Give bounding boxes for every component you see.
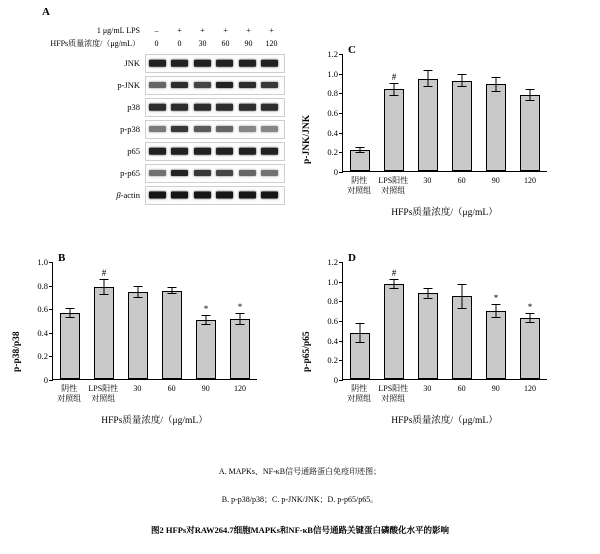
blot-lane-strip bbox=[145, 164, 285, 183]
bar-cell bbox=[377, 262, 411, 379]
blot-row bbox=[36, 52, 286, 74]
blot-header-value: 0 bbox=[177, 39, 182, 48]
bar bbox=[418, 293, 438, 379]
blot-band bbox=[239, 192, 256, 199]
bar-series bbox=[343, 54, 547, 171]
bar bbox=[520, 318, 540, 379]
bar-cell bbox=[189, 262, 223, 379]
bar bbox=[60, 313, 80, 379]
blot-band bbox=[149, 126, 166, 132]
bar-cell bbox=[155, 262, 189, 379]
blot-row bbox=[36, 162, 286, 184]
panel-letter: D bbox=[348, 252, 356, 264]
blot-lane-strip bbox=[145, 54, 285, 73]
error-bar bbox=[394, 279, 395, 289]
blot-band bbox=[261, 170, 278, 176]
y-tick-labels bbox=[312, 49, 338, 177]
blot-band bbox=[261, 126, 278, 132]
blot-band bbox=[239, 126, 256, 132]
y-tick-label: 1.0 bbox=[327, 68, 338, 79]
error-bar bbox=[428, 70, 429, 88]
error-bar bbox=[496, 77, 497, 93]
y-axis-tick bbox=[339, 172, 343, 173]
error-bar bbox=[206, 315, 207, 324]
blot-row bbox=[36, 74, 286, 96]
blot-header-values bbox=[145, 26, 283, 35]
error-bar bbox=[428, 288, 429, 300]
x-tick-label: 60 bbox=[457, 176, 466, 185]
blot-lane-strip bbox=[145, 76, 285, 95]
significance-marker: # bbox=[391, 267, 397, 278]
bar-series bbox=[343, 262, 547, 379]
blot-band bbox=[261, 60, 278, 67]
blot-band bbox=[194, 82, 211, 88]
y-tick-label: 0.4 bbox=[37, 327, 48, 338]
y-axis-title: p-p38/p38 bbox=[12, 331, 22, 372]
blot-band bbox=[149, 82, 166, 88]
blot-band bbox=[216, 148, 233, 155]
blot-row-label: p65 bbox=[127, 146, 140, 156]
x-tick-label: 90 bbox=[491, 384, 500, 393]
bar bbox=[452, 81, 472, 171]
blot-band bbox=[149, 192, 166, 199]
blot-band bbox=[239, 148, 256, 155]
y-tick-label: 0.4 bbox=[327, 335, 338, 346]
bar-cell bbox=[445, 262, 479, 379]
x-axis-title: HFPs质量浓度/（μg/mL） bbox=[101, 416, 208, 426]
x-tick-label: LPS阳性 对照组 bbox=[378, 384, 409, 403]
plot-area bbox=[342, 54, 547, 172]
blot-band bbox=[171, 192, 188, 199]
y-tick-label: 0.8 bbox=[37, 280, 48, 291]
y-tick-label: 0.2 bbox=[37, 351, 48, 362]
blot-band bbox=[216, 104, 233, 111]
y-tick-label: 1.0 bbox=[327, 276, 338, 287]
blot-rows bbox=[36, 52, 286, 206]
x-tick-label: 阴性 对照组 bbox=[57, 384, 82, 403]
blot-band bbox=[149, 104, 166, 111]
blot-band bbox=[216, 126, 233, 132]
significance-marker: # bbox=[101, 267, 107, 278]
x-tick-label: 30 bbox=[423, 384, 432, 393]
x-tick-label: 30 bbox=[423, 176, 432, 185]
blot-row-label: p-JNK bbox=[117, 80, 140, 90]
bar bbox=[162, 291, 182, 380]
blot-band bbox=[216, 60, 233, 67]
blot-header-value: + bbox=[223, 26, 228, 35]
blot-header-row bbox=[36, 24, 286, 37]
bar bbox=[486, 311, 506, 379]
significance-marker: * bbox=[237, 301, 243, 312]
bar bbox=[384, 89, 404, 171]
bar bbox=[94, 287, 114, 379]
blot-header-value: + bbox=[269, 26, 274, 35]
y-tick-label: 0 bbox=[333, 375, 338, 385]
blot-band bbox=[194, 60, 211, 67]
plot-area bbox=[52, 262, 257, 380]
x-tick-label: 阴性 对照组 bbox=[347, 176, 372, 195]
bar-cell bbox=[53, 262, 87, 379]
x-tick-label: 90 bbox=[201, 384, 210, 393]
blot-band bbox=[194, 126, 211, 132]
x-tick-label: 120 bbox=[523, 176, 536, 185]
blot-band bbox=[194, 148, 211, 155]
x-tick-labels bbox=[342, 176, 547, 196]
bar-cell bbox=[445, 54, 479, 171]
error-bar bbox=[138, 286, 139, 298]
x-tick-label: 60 bbox=[457, 384, 466, 393]
y-tick-label: 0.6 bbox=[37, 304, 48, 315]
blot-band bbox=[216, 170, 233, 176]
blot-band bbox=[239, 60, 256, 67]
plot-area bbox=[342, 262, 547, 380]
bar-cell bbox=[411, 262, 445, 379]
caption-line-1: A. MAPKs、NF-κB信号通路蛋白免疫印迹图； bbox=[218, 467, 382, 476]
chart-d bbox=[300, 252, 590, 452]
panel-a-letter: A bbox=[42, 6, 50, 18]
y-tick-label: 0 bbox=[43, 375, 48, 385]
y-tick-label: 0.6 bbox=[327, 316, 338, 326]
blot-header-value: 120 bbox=[265, 39, 278, 48]
blot-band bbox=[171, 82, 188, 88]
blot-lane-strip bbox=[145, 186, 285, 205]
blot-band bbox=[171, 60, 188, 67]
significance-marker: * bbox=[203, 304, 209, 315]
error-bar bbox=[496, 304, 497, 318]
bar-cell bbox=[121, 262, 155, 379]
bar bbox=[350, 150, 370, 171]
bar-series bbox=[53, 262, 257, 379]
blot-header bbox=[36, 24, 286, 50]
bar bbox=[196, 320, 216, 379]
blot-band bbox=[261, 148, 278, 155]
chart-b bbox=[10, 252, 300, 452]
x-tick-label: 阴性 对照组 bbox=[347, 384, 372, 403]
y-tick-label: 0.4 bbox=[327, 127, 338, 138]
blot-header-value: – bbox=[154, 26, 159, 35]
x-tick-label: 120 bbox=[233, 384, 246, 393]
blot-row-label: p-p65 bbox=[120, 168, 140, 178]
y-tick-label: 1.2 bbox=[327, 257, 338, 267]
blot-band bbox=[261, 192, 278, 199]
error-bar bbox=[462, 284, 463, 310]
bar bbox=[384, 284, 404, 379]
panel-letter: B bbox=[58, 252, 66, 264]
figure-caption: 图2 HFPs对RAW264.7细胞MAPKs和NF-κB信号通路关键蛋白磷酸化水平的影响 bbox=[151, 525, 449, 535]
y-axis-title: p-p65/p65 bbox=[302, 331, 312, 372]
error-bar bbox=[360, 147, 361, 153]
bar-cell bbox=[377, 54, 411, 171]
blot-lane-strip bbox=[145, 98, 285, 117]
blot-header-value: + bbox=[177, 26, 182, 35]
caption-line-2: B. p-p38/p38；C. p-JNK/JNK；D. p-p65/p65。 bbox=[221, 495, 379, 504]
x-tick-label: 120 bbox=[523, 384, 536, 393]
y-tick-label: 0.8 bbox=[327, 296, 338, 307]
blot-band bbox=[216, 192, 233, 199]
chart-c bbox=[300, 44, 590, 244]
blot-band bbox=[171, 170, 188, 176]
bar bbox=[520, 95, 540, 171]
error-bar bbox=[172, 287, 173, 294]
error-bar bbox=[462, 74, 463, 88]
bar bbox=[486, 84, 506, 171]
y-tick-label: 0.2 bbox=[327, 355, 338, 366]
blot-band bbox=[171, 148, 188, 155]
significance-marker: * bbox=[493, 293, 499, 304]
error-bar bbox=[104, 279, 105, 296]
y-tick-label: 0.6 bbox=[327, 108, 338, 118]
blot-band bbox=[149, 170, 166, 176]
significance-marker: * bbox=[527, 302, 533, 313]
x-tick-label: LPS阳性 对照组 bbox=[88, 384, 119, 403]
blot-row bbox=[36, 140, 286, 162]
blot-lane-strip bbox=[145, 142, 285, 161]
blot-header-label: 1 μg/mL LPS bbox=[96, 26, 140, 35]
y-axis-tick bbox=[49, 380, 53, 381]
blot-band bbox=[171, 126, 188, 132]
x-axis-title: HFPs质量浓度/（μg/mL） bbox=[391, 208, 498, 218]
bar-cell bbox=[513, 262, 547, 379]
error-bar bbox=[70, 308, 71, 317]
blot-band bbox=[239, 104, 256, 111]
blot-band bbox=[194, 170, 211, 176]
x-tick-label: 90 bbox=[491, 176, 500, 185]
bar-cell bbox=[479, 54, 513, 171]
blot-row bbox=[36, 184, 286, 206]
significance-marker: # bbox=[391, 71, 397, 82]
blot-header-values bbox=[145, 39, 283, 48]
blot-header-row bbox=[36, 37, 286, 50]
blot-header-value: + bbox=[200, 26, 205, 35]
blot-header-value: 60 bbox=[221, 39, 230, 48]
bar-cell bbox=[479, 262, 513, 379]
bar bbox=[418, 79, 438, 171]
y-tick-label: 0.2 bbox=[327, 147, 338, 158]
x-tick-label: 30 bbox=[133, 384, 142, 393]
x-tick-labels bbox=[52, 384, 257, 404]
x-tick-labels bbox=[342, 384, 547, 404]
blot-row-label: β-actin bbox=[116, 190, 140, 200]
y-axis-tick bbox=[339, 380, 343, 381]
blot-row-label: p-p38 bbox=[120, 124, 140, 134]
blot-band bbox=[171, 104, 188, 111]
bar-cell bbox=[343, 54, 377, 171]
blot-band bbox=[216, 82, 233, 88]
blot-lane-strip bbox=[145, 120, 285, 139]
error-bar bbox=[394, 83, 395, 97]
bar-cell bbox=[223, 262, 257, 379]
error-bar bbox=[240, 313, 241, 325]
x-tick-label: LPS阳性 对照组 bbox=[378, 176, 409, 195]
blot-row bbox=[36, 118, 286, 140]
error-bar bbox=[530, 313, 531, 323]
bar-cell bbox=[87, 262, 121, 379]
bar bbox=[128, 292, 148, 379]
bar-cell bbox=[343, 262, 377, 379]
blot-row-label: p38 bbox=[127, 102, 140, 112]
bar-cell bbox=[411, 54, 445, 171]
blot-header-value: 0 bbox=[154, 39, 159, 48]
blot-header-label: HFPs质量浓度/（μg/mL） bbox=[50, 39, 140, 48]
blot-band bbox=[194, 104, 211, 111]
y-tick-labels bbox=[312, 257, 338, 385]
blot-band bbox=[149, 148, 166, 155]
x-tick-label: 60 bbox=[167, 384, 176, 393]
blot-band bbox=[194, 192, 211, 199]
y-tick-labels bbox=[22, 257, 48, 385]
y-tick-label: 1.0 bbox=[37, 257, 48, 267]
y-tick-label: 0.8 bbox=[327, 88, 338, 99]
error-bar bbox=[530, 89, 531, 101]
blot-header-value: 90 bbox=[244, 39, 253, 48]
blot-header-value: + bbox=[246, 26, 251, 35]
blot-band bbox=[261, 104, 278, 111]
blot-header-value: 30 bbox=[198, 39, 207, 48]
y-tick-label: 0 bbox=[333, 167, 338, 177]
error-bar bbox=[360, 323, 361, 343]
blot-row-label: JNK bbox=[124, 58, 140, 68]
bar bbox=[230, 319, 250, 379]
blot-band bbox=[239, 170, 256, 176]
blot-band bbox=[239, 82, 256, 88]
bar-cell bbox=[513, 54, 547, 171]
y-axis-title: p-JNK/JNK bbox=[302, 114, 312, 164]
y-tick-label: 1.2 bbox=[327, 49, 338, 59]
panel-letter: C bbox=[348, 44, 356, 56]
blot-row bbox=[36, 96, 286, 118]
blot-band bbox=[261, 82, 278, 88]
blot-band bbox=[149, 60, 166, 67]
x-axis-title: HFPs质量浓度/（μg/mL） bbox=[391, 416, 498, 426]
